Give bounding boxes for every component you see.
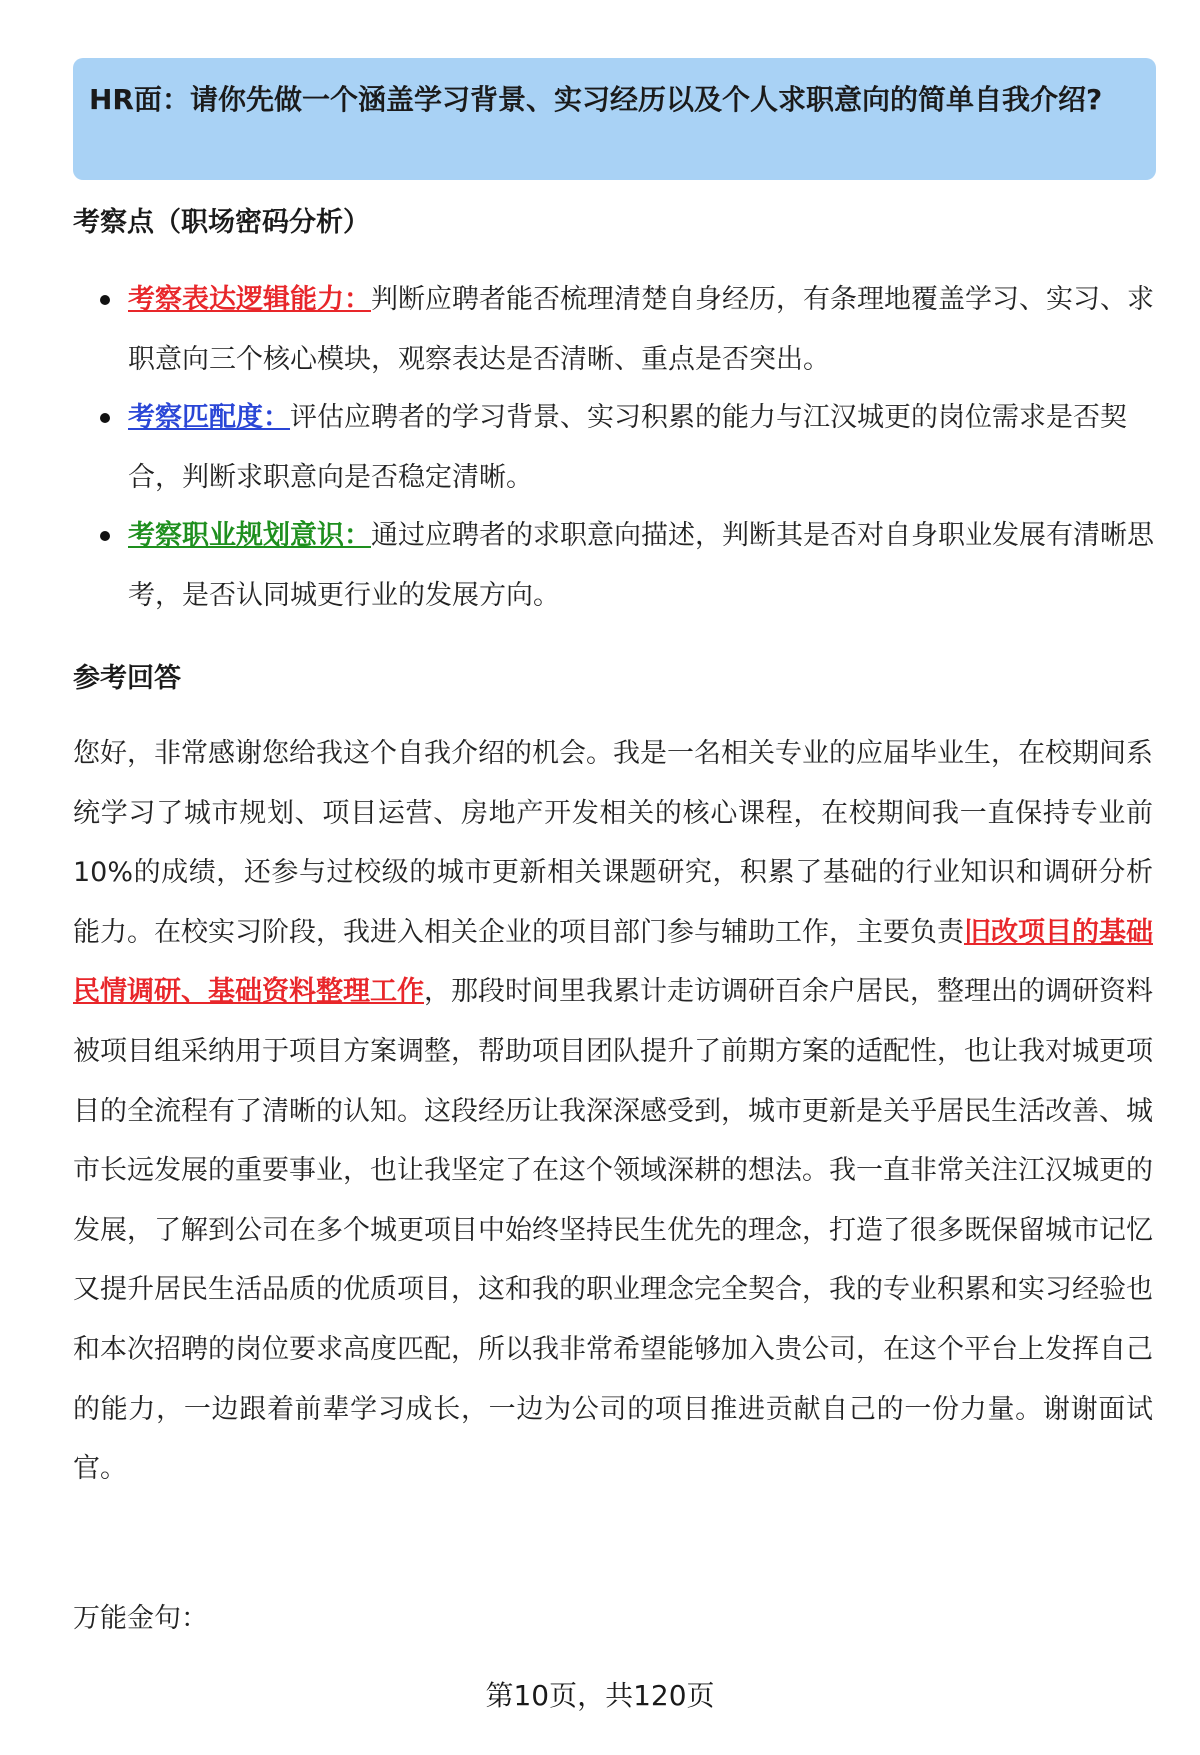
bullet-list: [73, 270, 1163, 626]
question-box: [73, 58, 1156, 180]
bullet-text: 判断应聘者能否梳理清楚自身经历，有条理地覆盖学习、实习、求职意向三个核心模块，观察表达是否清晰、重点是否突出。: [128, 284, 1154, 375]
section-title-reference-answer: 参考回答: [73, 663, 181, 694]
answer-text-part1: 您好，非常感谢您给我这个自我介绍的机会。我是一名相关专业的应届毕业生，在校期间系统学习了城市规划、项目运营、房地产开发相关的核心课程，在校期间我一直保持专业前10%的成绩，还参与过校级的城市更新相关课题研究，积累了基础的行业知识和调研分析能力。在校实习阶段，我进入相关企业的项目部门参与辅助工作，主要负责: [73, 738, 1153, 948]
bullet-item: [73, 270, 1163, 390]
bullet-dot-icon: [100, 295, 110, 305]
answer-paragraph: [73, 724, 1153, 1499]
answer-highlight: 旧改项目的基础民情调研、基础资料整理工作: [73, 916, 1153, 1008]
bullet-keyword: 考察匹配度：: [128, 402, 290, 433]
question-text: HR面：请你先做一个涵盖学习背景、实习经历以及个人求职意向的简单自我介绍?: [89, 83, 1103, 116]
answer-text-part2: ，那段时间里我累计走访调研百余户居民，整理出的调研资料被项目组采纳用于项目方案调整，帮助项目团队提升了前期方案的适配性，也让我对城更项目的全流程有了清晰的认知。这段经历让我深深感受到，城市更新是关乎居民生活改善、城市长远发展的重要事业，也让我坚定了在这个领域深耕的想法。我一直非常关注江汉城更的发展，了解到公司在多个城更项目中始终坚持民生优先的理念，打造了很多既保留城市记忆又提升居民生活品质的优质项目，这和我的职业理念完全契合，我的专业积累和实习经验也和本次招聘的岗位要求高度匹配，所以我非常希望能够加入贵公司，在这个平台上发挥自己的能力，一边跟着前辈学习成长，一边为公司的项目推进贡献自己的一份力量。谢谢面试官。: [73, 976, 1153, 1485]
bullet-keyword: 考察职业规划意识：: [128, 520, 371, 551]
bullet-dot-icon: [100, 531, 110, 541]
bullet-dot-icon: [100, 413, 110, 423]
page-number-footer: 第10页，共120页: [485, 1679, 715, 1712]
golden-sentence-label: 万能金句：: [73, 1603, 208, 1634]
bullet-text: 评估应聘者的学习背景、实习积累的能力与江汉城更的岗位需求是否契合，判断求职意向是否稳定清晰。: [128, 402, 1127, 493]
bullet-keyword: 考察表达逻辑能力：: [128, 284, 371, 315]
bullet-text: 通过应聘者的求职意向描述，判断其是否对自身职业发展有清晰思考，是否认同城更行业的发展方向。: [128, 520, 1154, 611]
bullet-item: [73, 388, 1163, 508]
section-title-examination-points: 考察点（职场密码分析）: [73, 207, 370, 238]
bullet-item: [73, 506, 1163, 626]
